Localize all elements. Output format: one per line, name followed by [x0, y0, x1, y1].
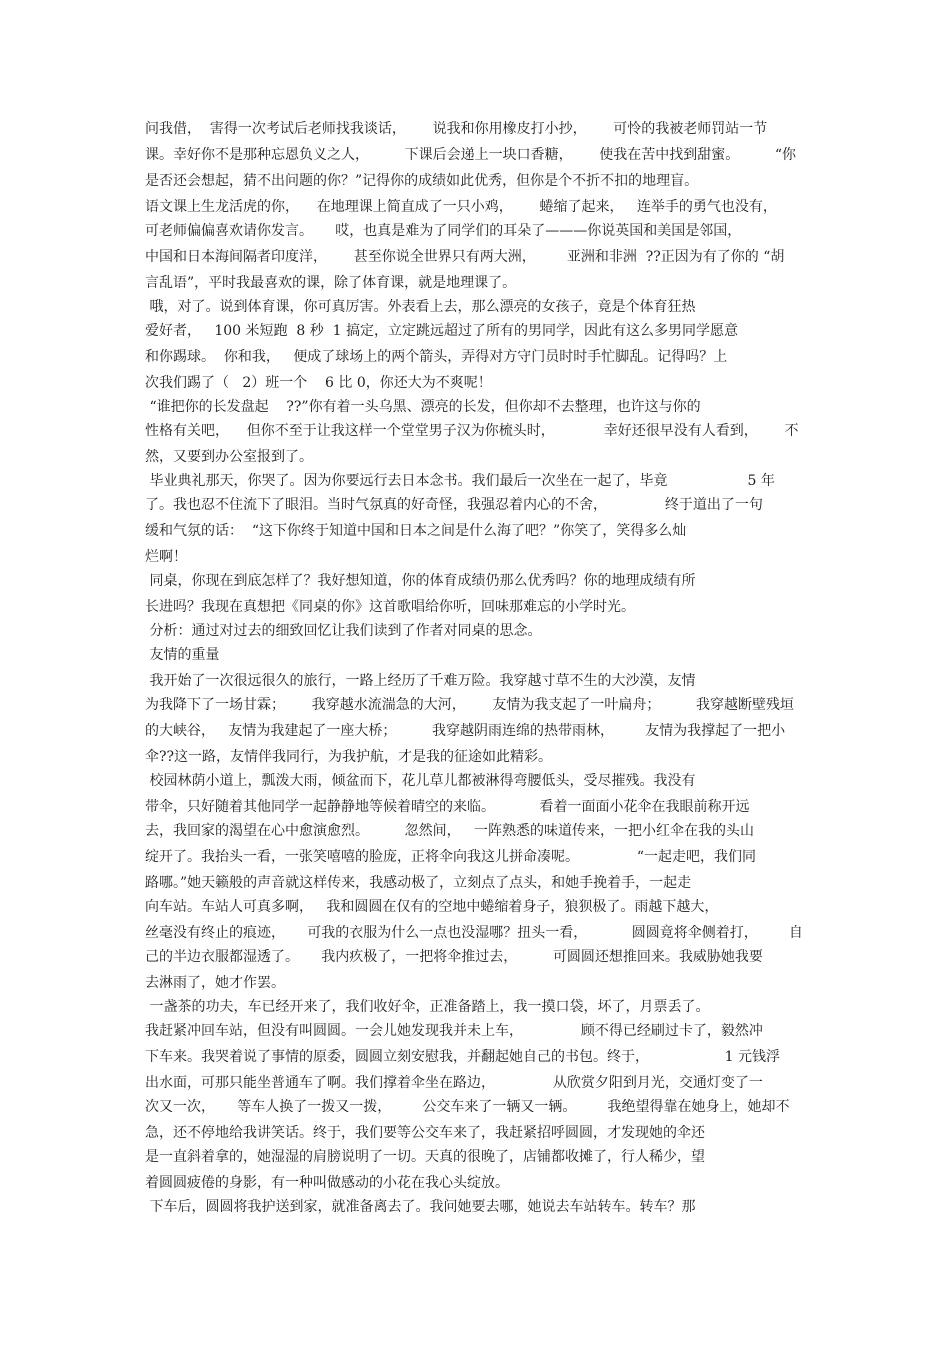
text-line: 哦，对了。说到体育课，你可真厉害。外表看上去，那么漂亮的女孩子，竟是个体育狂热	[145, 299, 696, 315]
text-line: 的大峡谷， 友情为我建起了一座大桥； 我穿越阴雨连绵的热带雨林， 友情为我撑起了一把小	[145, 723, 786, 739]
text-line: 丝毫没有终止的痕迹， 可我的衣服为什么一点也没湿哪？扭头一看， 圆圆竟将伞侧着打， 自	[145, 925, 803, 941]
text-line: 课。幸好你不是那种忘恩负义之人， 下课后会递上一块口香糖， 使我在苦中找到甜蜜。 “你	[145, 147, 797, 163]
text-line: 路哪。”她天籁般的声音就这样传来，我感动极了，立刻点了点头，和她手挽着手，一起走	[145, 875, 692, 891]
text-line: 长进吗？我现在真想把《同桌的你》这首歌唱给你听，回味那难忘的小学时光。	[145, 599, 635, 615]
text-line: 向车站。车站人可真多啊， 我和圆圆在仅有的空地中蜷缩着身子，狼狈极了。雨越下越大，	[145, 899, 719, 915]
text-line: 语文课上生龙活虎的你， 在地理课上简直成了一只小鸡， 蜷缩了起来， 连举手的勇气也没有，	[145, 199, 777, 215]
text-line: 着圆圆疲倦的身影，有一种叫做感动的小花在我心头绽放。	[145, 1175, 509, 1191]
text-line: 去，我回家的渴望在心中愈演愈烈。 忽然间， 一阵熟悉的味道传来，一把小红伞在我的头山	[145, 823, 754, 839]
text-line: 下车来。我哭着说了事情的原委，圆圆立刻安慰我，并翻起她自己的书包。终于， 1 元钱浮	[145, 1049, 781, 1065]
text-line: 次又一次， 等车人换了一拨又一拨， 公交车来了一辆又一辆。 我绝望得靠在她身上，她却不	[145, 1099, 790, 1115]
text-line: 去淋雨了，她才作罢。	[145, 975, 285, 991]
text-line: 中国和日本海间隔者印度洋， 甚至你说全世界只有两大洲， 亚洲和非洲 ??正因为有了你的 “胡	[145, 249, 785, 265]
text-line: 性格有关吧， 但你不至于让我这样一个堂堂男子汉为你梳头时， 幸好还很早没有人看到， 不	[145, 423, 799, 439]
text-line: 一盏茶的功夫，车已经开来了，我们收好伞，正准备踏上，我一摸口袋，坏了，月票丢了。	[145, 999, 710, 1015]
text-line: 我开始了一次很远很久的旅行，一路上经历了千难万险。我穿越寸草不生的大沙漠，友情	[145, 673, 696, 689]
text-line: 分析：通过对过去的细致回忆让我们读到了作者对同桌的思念。	[145, 623, 542, 639]
text-line: 言乱语”，平时我最喜欢的课，除了体育课，就是地理课了。	[145, 275, 517, 291]
text-line: 急，还不停地给我讲笑话。终于，我们要等公交车来了，我赶紧招呼圆圆，才发现她的伞还	[145, 1125, 705, 1141]
text-line: 我赶紧冲回车站，但没有叫圆圆。一会儿她发现我并未上车， 顾不得已经刷过卡了，毅然冲	[145, 1023, 763, 1039]
text-line: 绽开了。我抬头一看，一张笑嘻嘻的脸庞，正将伞向我这儿拼命凑呢。 “一起走吧，我们同	[145, 849, 757, 865]
text-line: 是一直斜着拿的，她湿湿的肩膀说明了一切。天真的很晚了，店铺都收摊了，行人稀少，望	[145, 1149, 705, 1165]
text-line: “谁把你的长发盘起 ??”你有着一头乌黑、漂亮的长发，但你却不去整理，也许这与你的	[145, 399, 701, 415]
text-line: 带伞，只好随着其他同学一起静静地等候着晴空的来临。 看着一面面小花伞在我眼前称开远	[145, 799, 750, 815]
text-line: 同桌，你现在到底怎样了？我好想知道，你的体育成绩仍那么优秀吗？你的地理成绩有所	[145, 573, 696, 589]
text-line: 出水面，可那只能坐普通车了啊。我们撑着伞坐在路边， 从欣赏夕阳到月光，交通灯变了一	[145, 1075, 763, 1091]
text-line: 为我降下了一场甘霖； 我穿越水流湍急的大河， 友情为我支起了一叶扁舟； 我穿越断壁残垣	[145, 697, 795, 713]
text-line: 次我们踢了（ 2）班一个 6 比 0，你还大为不爽呢！	[145, 375, 492, 391]
text-line: 己的半边衣服都湿透了。 我内疚极了，一把将伞推过去， 可圆圆还想推回来。我威胁她我要	[145, 949, 763, 965]
text-line: 然，又要到办公室报到了。	[145, 449, 313, 465]
text-line: 友情的重量	[145, 647, 220, 663]
text-line: 烂啊！	[145, 549, 187, 565]
text-line: 和你踢球。 你和我， 便成了球场上的两个箭头，弄得对方守门员时时手忙脚乱。记得吗？上	[145, 349, 728, 365]
text-line: 伞??这一路，友情伴我同行，为我护航，才是我的征途如此精彩。	[145, 749, 553, 765]
text-line: 可老师偏偏喜欢请你发言。 哎，也真是难为了同学们的耳朵了———你说英国和美国是邻国，	[145, 223, 742, 239]
text-line: 是否还会想起，猜不出问题的你？”记得你的成绩如此优秀，但你是个不折不扣的地理盲。	[145, 173, 699, 189]
text-line: 下车后，圆圆将我护送到家，就准备离去了。我问她要去哪，她说去车站转车。转车？那	[145, 1199, 696, 1215]
text-line: 了。我也忍不住流下了眼泪。当时气氛真的好奇怪，我强忍着内心的不舍， 终于道出了一句	[145, 497, 763, 513]
text-line: 毕业典礼那天，你哭了。因为你要远行去日本念书。我们最后一次坐在一起了，毕竟 5 年	[145, 473, 775, 489]
text-line: 校园林荫小道上，瓢泼大雨，倾盆而下，花儿草儿都被淋得弯腰低头，受尽摧残。我没有	[145, 773, 696, 789]
text-line: 问我借， 害得一次考试后老师找我谈话， 说我和你用橡皮打小抄， 可怜的我被老师罚站一节	[145, 121, 768, 137]
text-line: 爱好者， 100 米短跑 8 秒 1 搞定，立定跳远超过了所有的男同学，因此有这么多男同学愿意	[145, 323, 739, 339]
text-line: 缓和气氛的话： “这下你终于知道中国和日本之间是什么海了吧？”你笑了，笑得多么灿	[145, 523, 687, 539]
